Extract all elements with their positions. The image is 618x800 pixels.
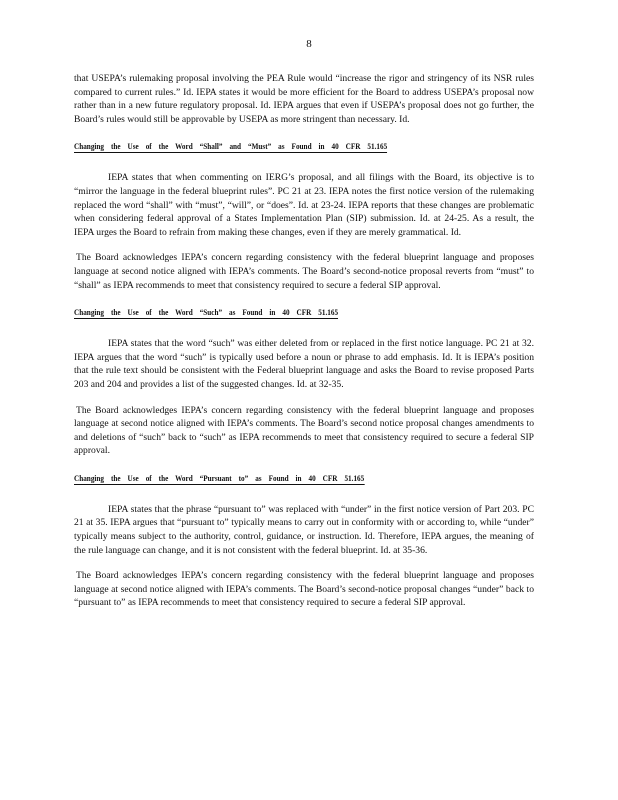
- paragraph-iepa-such: IEPA states that the word “such” was either deleted from or replaced in the first notice language. PC 21 at 32. IEPA argues that the word “such” is typically used before a noun or phrase to add emphasis. Id. It is IEPA’s position that the rule text should be consistent with the Federal blueprint language and asks the Board to revise proposed Parts 203 and 204 and provides a list of the suggested changes. Id. at 32-35.: [74, 338, 534, 390]
- document-body: [74, 72, 534, 610]
- paragraph-iepa-pursuant: IEPA states that the phrase “pursuant to” was replaced with “under” in the first notice version of Part 203. PC 21 at 35. IEPA argues that “pursuant to” typically means to carry out in conformity with or according to, while “under” typically means subject to the authority, control, guidance, or instruction. Id. Therefore, IEPA argues, the meaning of the rule language can change, and it is not consistent with the federal blueprint. Id. at 35-36.: [74, 503, 534, 556]
- paragraph-usepa-rulemaking: that USEPA’s rulemaking proposal involving the PEA Rule would “increase the rigor and stringency of its NSR rules compared to current rules.” Id. IEPA states it would be more efficient for the Board to address USEPA’s proposal now rather than in a new future regulatory proposal. Id. IEPA argues that even if USEPA’s proposal does not go further, the Board’s rules would still be approvable by USEPA as more stringent than necessary. Id.: [74, 73, 534, 125]
- paragraph-iepa-shall: IEPA states that when commenting on IERG’s proposal, and all filings with the Board, its objective is to “mirror the language in the federal blueprint rules”. PC 21 at 23. IEPA notes the first notice version of the rulemaking replaced the word “shall” with “must”, “will”, or “does”. Id. at 23-24. IEPA reports that these changes are problematic when considering federal approval of a States Implementation Plan (SIP) submission. Id. at 24-25. As a result, the IEPA urges the Board to refrain from making these changes, even if they are merely grammatical. Id.: [74, 172, 534, 238]
- heading-shall-must: Changing the Use of the Word “Shall” and “Must” as Found in 40 CFR 51.165: [74, 142, 388, 152]
- paragraph-board-such: The Board acknowledges IEPA’s concern regarding consistency with the federal blueprint language and proposes language at second notice aligned with IEPA’s comments. The Board’s second notice proposal changes amendments to and deletions of “such” back to “such” as IEPA recommends to meet that consistency required to secure a federal SIP approval.: [74, 404, 534, 457]
- heading-pursuant-to: Changing the Use of the Word “Pursuant to” as Found in 40 CFR 51.165: [74, 473, 365, 483]
- paragraph-board-pursuant: The Board acknowledges IEPA’s concern regarding consistency with the federal blueprint language and proposes language at second notice aligned with IEPA’s comments. The Board’s second-notice proposal changes “under” back to “pursuant to” as IEPA recommends to meet that consistency required to secure a federal SIP approval.: [74, 570, 534, 609]
- page-number: 8: [306, 38, 312, 50]
- heading-such: Changing the Use of the Word “Such” as Found in 40 CFR 51.165: [74, 308, 339, 318]
- paragraph-board-shall: The Board acknowledges IEPA’s concern regarding consistency with the federal blueprint language and proposes language at second notice aligned with IEPA’s comments. The Board’s second-notice proposal reverts from “must” to “shall” as IEPA recommends to meet that consistency required to secure a federal SIP approval.: [74, 252, 534, 291]
